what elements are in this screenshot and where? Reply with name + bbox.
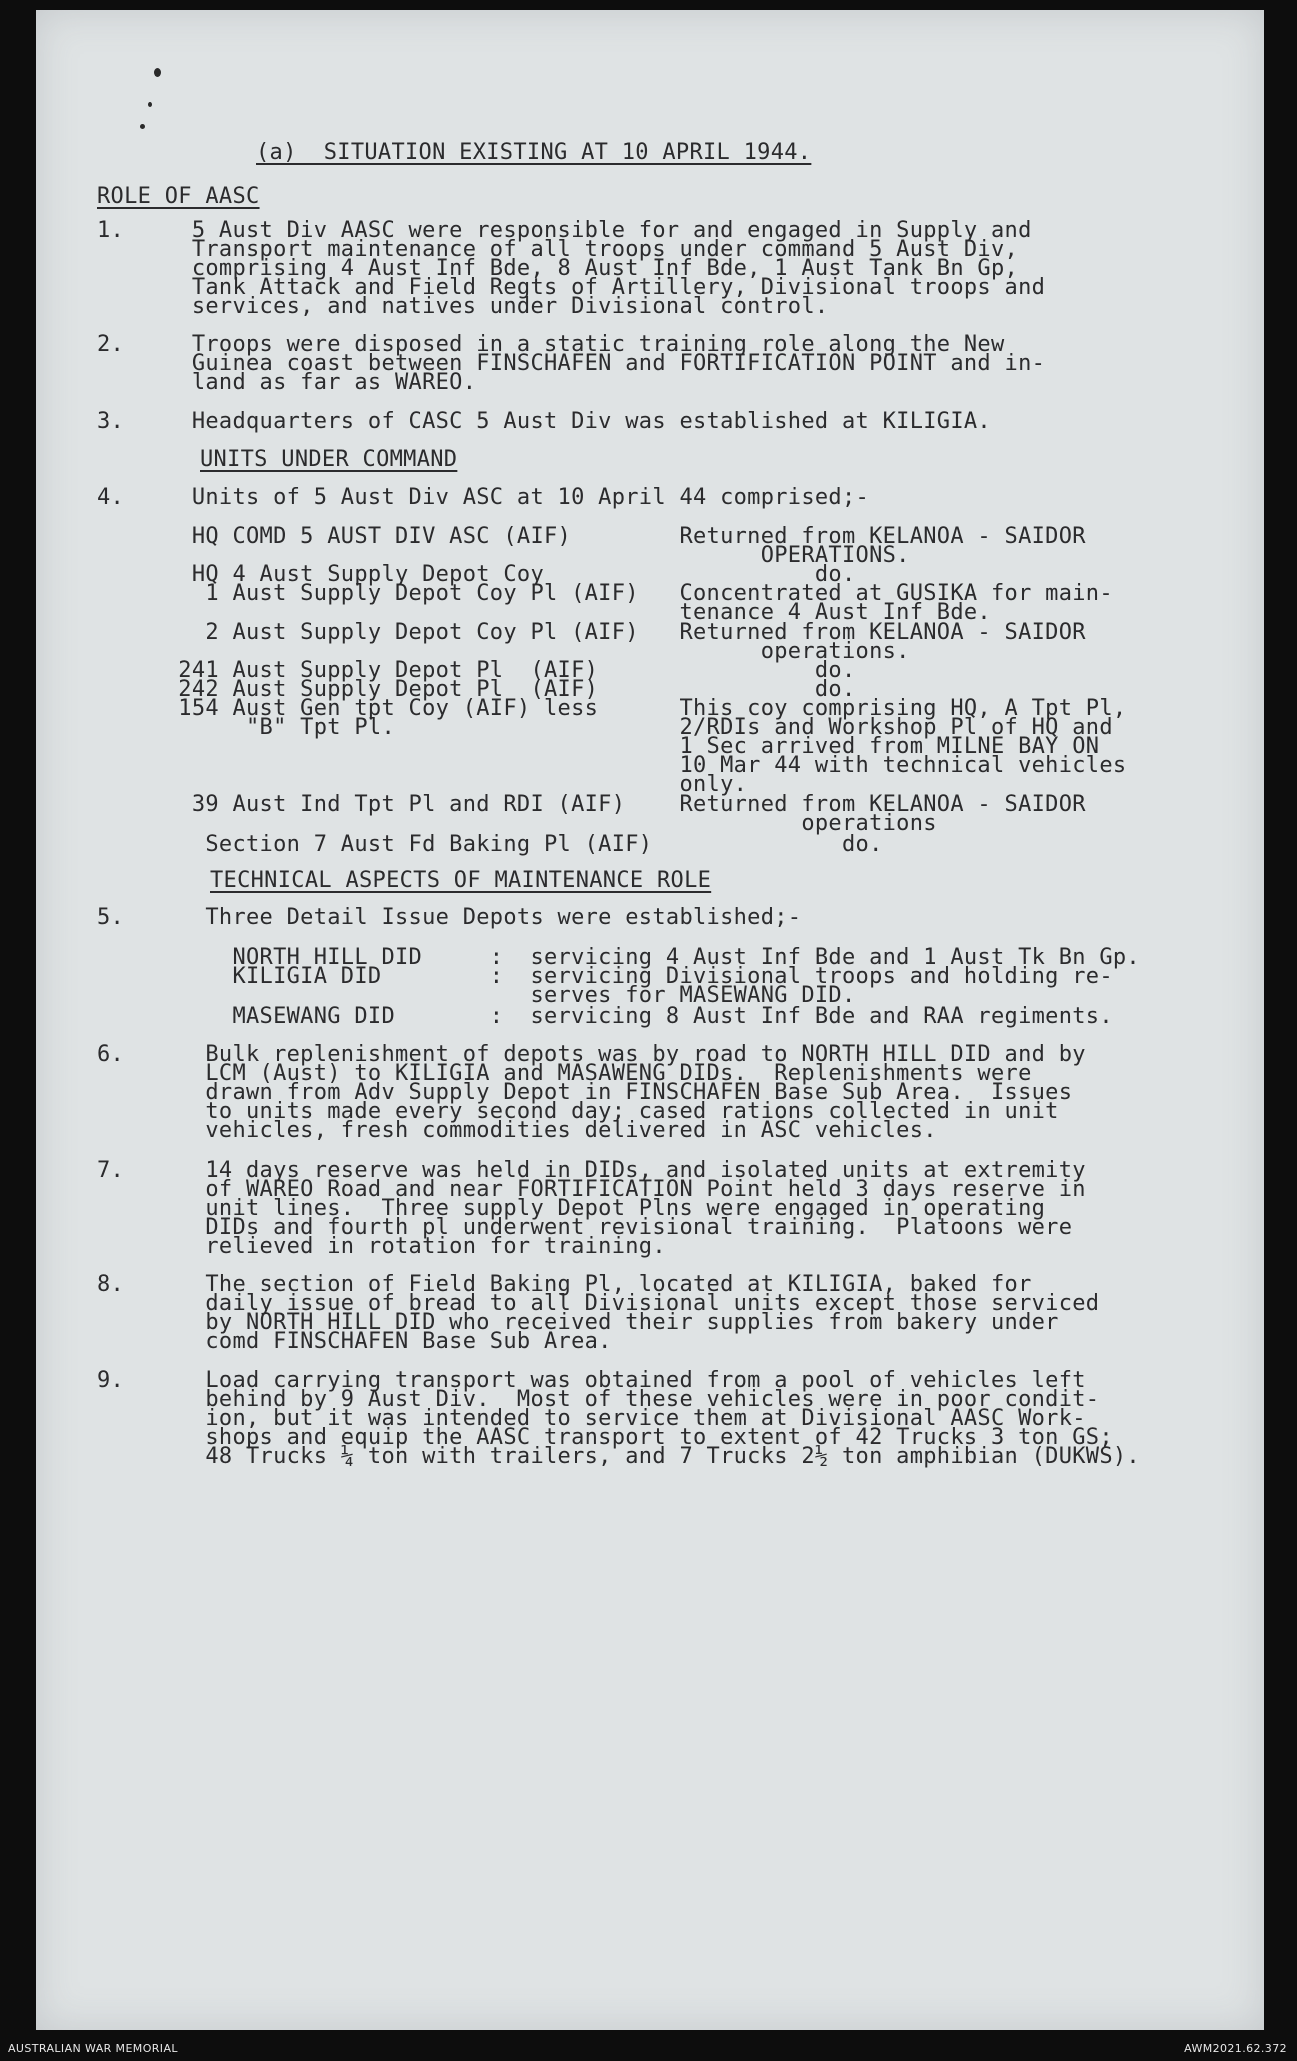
unit-line: 39 Aust Ind Tpt Pl and RDI (AIF) Returned from KELANOA - SAIDOR xyxy=(97,792,1086,817)
text-line: LCM (Aust) to KILIGIA and MASAWENG DIDs. Replenishments were xyxy=(97,1061,1032,1086)
text-line: shops and equip the AASC transport to extent of 42 Trucks 3 ton GS; xyxy=(97,1425,1113,1450)
text-line: comprising 4 Aust Inf Bde, 8 Aust Inf Bde, 1 Aust Tank Bn Gp, xyxy=(97,256,1019,281)
text-line: 9. Load carrying transport was obtained from a pool of vehicles left xyxy=(97,1368,1086,1393)
section-heading-role: ROLE OF AASC xyxy=(97,184,260,209)
did-line: KILIGIA DID : servicing Divisional troops and holding re- xyxy=(97,964,1113,989)
text-line: ion, but it was intended to service them at Divisional AASC Work- xyxy=(97,1406,1086,1431)
unit-line: 10 Mar 44 with technical vehicles xyxy=(97,753,1127,778)
unit-line: 154 Aust Gen tpt Coy (AIF) less This coy comprising HQ, A Tpt Pl, xyxy=(97,696,1127,721)
ink-mark xyxy=(154,68,161,77)
text-line: vehicles, fresh commodities delivered in ASC vehicles. xyxy=(97,1118,937,1143)
text-line: by NORTH HILL DID who received their supplies from bakery under xyxy=(97,1310,1059,1335)
text-line: behind by 9 Aust Div. Most of these vehicles were in poor condit- xyxy=(97,1387,1100,1412)
text-line: unit lines. Three supply Depot Plns were engaged in operating xyxy=(97,1196,1046,1221)
paragraph-3: 3. Headquarters of CASC 5 Aust Div was established at KILIGIA. xyxy=(97,409,991,434)
document-page xyxy=(36,10,1264,2030)
text-line: drawn from Adv Supply Depot in FINSCHAFEN Base Sub Area. Issues xyxy=(97,1080,1073,1105)
did-line: serves for MASEWANG DID. xyxy=(97,983,856,1008)
ink-mark xyxy=(148,102,152,107)
text-line: services, and natives under Divisional control. xyxy=(97,294,829,319)
text-line: DIDs and fourth pl underwent revisional training. Platoons were xyxy=(97,1215,1073,1240)
unit-line: 1 Aust Supply Depot Coy Pl (AIF) Concentrated at GUSIKA for main- xyxy=(97,581,1113,606)
text-line: comd FINSCHAFEN Base Sub Area. xyxy=(97,1329,612,1354)
text-line: 48 Trucks ¼ ton with trailers, and 7 Trucks 2½ ton amphibian (DUKWS). xyxy=(97,1444,1140,1469)
text-line: Tank Attack and Field Regts of Artillery, Divisional troops and xyxy=(97,275,1046,300)
unit-line: operations xyxy=(97,811,937,836)
did-line: NORTH HILL DID : servicing 4 Aust Inf Bde and 1 Aust Tk Bn Gp. xyxy=(97,945,1140,970)
footer-credit: AUSTRALIAN WAR MEMORIAL xyxy=(8,2042,178,2055)
unit-line: HQ 4 Aust Supply Depot Coy do. xyxy=(97,562,856,587)
text-line: 7. 14 days reserve was held in DIDs, and isolated units at extremity xyxy=(97,1158,1086,1183)
unit-line: "B" Tpt Pl. 2/RDIs and Workshop Pl of HQ and xyxy=(97,715,1113,740)
unit-line: only. xyxy=(97,772,748,797)
unit-line: 2 Aust Supply Depot Coy Pl (AIF) Returned from KELANOA - SAIDOR xyxy=(97,620,1086,645)
text-line: to units made every second day; cased rations collected in unit xyxy=(97,1099,1059,1124)
paragraph-5: 5. Three Detail Issue Depots were established;- xyxy=(97,905,802,930)
did-line: MASEWANG DID : servicing 8 Aust Inf Bde and RAA regiments. xyxy=(97,1004,1113,1029)
unit-line: 1 Sec arrived from MILNE BAY ON xyxy=(97,734,1100,759)
unit-line: 241 Aust Supply Depot Pl (AIF) do. xyxy=(97,658,856,683)
unit-line: operations. xyxy=(97,639,910,664)
unit-line: HQ COMD 5 AUST DIV ASC (AIF) Returned from KELANOA - SAIDOR xyxy=(97,524,1086,549)
text-line: Transport maintenance of all troops under command 5 Aust Div, xyxy=(97,237,1019,262)
section-heading-technical: TECHNICAL ASPECTS OF MAINTENANCE ROLE xyxy=(210,868,712,893)
section-heading-units: UNITS UNDER COMMAND xyxy=(200,447,458,472)
unit-line: 242 Aust Supply Depot Pl (AIF) do. xyxy=(97,677,856,702)
text-line: 2. Troops were disposed in a static training role along the New xyxy=(97,332,1005,357)
text-line: land as far as WAREO. xyxy=(97,370,477,395)
unit-line: Section 7 Aust Fd Baking Pl (AIF) do. xyxy=(97,832,883,857)
text-line: 8. The section of Field Baking Pl, located at KILIGIA, baked for xyxy=(97,1272,1032,1297)
text-line: relieved in rotation for training. xyxy=(97,1234,666,1259)
text-line: 6. Bulk replenishment of depots was by road to NORTH HILL DID and by xyxy=(97,1042,1086,1067)
text-line: daily issue of bread to all Divisional units except those serviced xyxy=(97,1291,1100,1316)
unit-line: tenance 4 Aust Inf Bde. xyxy=(97,600,991,625)
text-line: Guinea coast between FINSCHAFEN and FORTIFICATION POINT and in- xyxy=(97,351,1046,376)
footer-accession: AWM2021.62.372 xyxy=(1184,2042,1287,2055)
document-heading: (a) SITUATION EXISTING AT 10 APRIL 1944. xyxy=(256,140,812,165)
text-line: 1. 5 Aust Div AASC were responsible for and engaged in Supply and xyxy=(97,218,1032,243)
text-line: of WAREO Road and near FORTIFICATION Point held 3 days reserve in xyxy=(97,1177,1086,1202)
paragraph-4: 4. Units of 5 Aust Div ASC at 10 April 44 comprised;- xyxy=(97,485,870,510)
unit-line: OPERATIONS. xyxy=(97,543,910,568)
ink-mark xyxy=(140,124,145,129)
